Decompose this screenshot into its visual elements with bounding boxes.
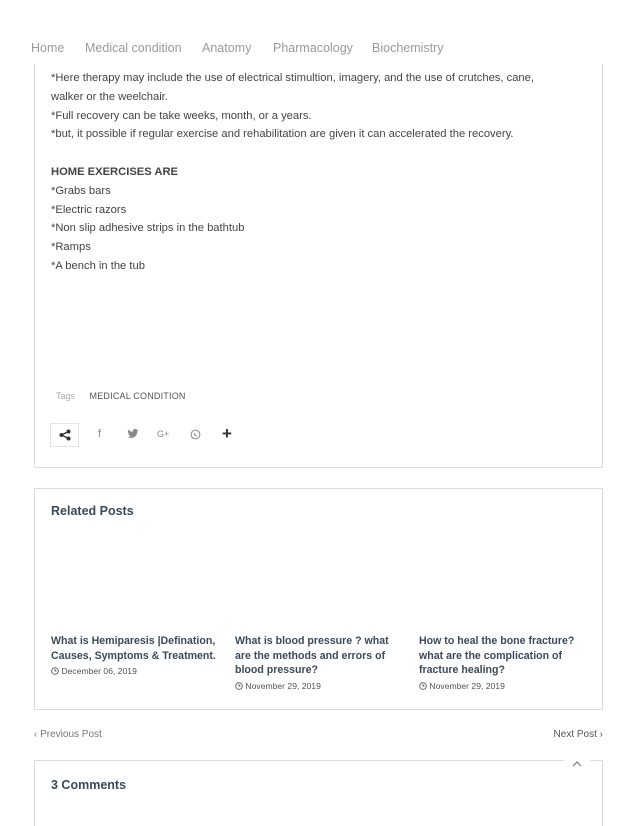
body-line: *Full recovery can be take weeks, month, or a years.: [51, 109, 312, 122]
comments-card: [34, 760, 603, 826]
body-line: walker or the weelchair.: [51, 90, 168, 103]
nav-anatomy[interactable]: Anatomy: [202, 41, 252, 55]
related-posts-card: [34, 488, 603, 710]
share-icon: [59, 429, 71, 441]
related-post[interactable]: [51, 634, 219, 676]
date-text: December 06, 2019: [61, 666, 137, 677]
google-plus-icon[interactable]: G+: [157, 429, 170, 439]
date-text: November 29, 2019: [245, 680, 321, 691]
previous-post-link[interactable]: [34, 729, 102, 740]
date-text: November 29, 2019: [429, 680, 505, 691]
post-tags: [56, 391, 186, 401]
related-post[interactable]: [419, 634, 587, 691]
previous-post-label: Previous Post: [40, 729, 102, 740]
nav-medical-condition[interactable]: Medical condition: [85, 41, 182, 55]
nav-pharmacology[interactable]: Pharmacology: [273, 41, 353, 55]
comments-title: 3 Comments: [51, 778, 127, 792]
clock-icon: [235, 682, 243, 690]
whatsapp-icon[interactable]: [190, 429, 201, 440]
post-content-card: [34, 52, 603, 468]
share-button[interactable]: [50, 423, 79, 447]
chevron-up-icon: [572, 760, 582, 767]
body-line: *Here therapy may include the use of electrical stimultion, imagery, and the use of crutches, cane,: [51, 72, 534, 84]
related-post-date: [419, 681, 587, 691]
home-exercises-heading: HOME EXERCISES ARE: [51, 165, 179, 178]
scroll-to-top-button[interactable]: [564, 752, 590, 776]
related-posts-title: Related Posts: [51, 504, 134, 518]
related-post[interactable]: [235, 634, 403, 691]
clock-icon: [419, 682, 427, 690]
next-post-label: Next Post: [553, 729, 597, 740]
more-share-icon[interactable]: +: [222, 424, 232, 443]
top-navigation: [0, 0, 638, 64]
chevron-right-icon: ›: [596, 729, 603, 740]
tag-medical-condition[interactable]: MEDICAL CONDITION: [89, 391, 186, 401]
home-exercise-item: *Electric razors: [51, 203, 127, 216]
post-body: [51, 69, 586, 276]
nav-home[interactable]: Home: [31, 41, 65, 55]
home-exercise-item: *Non slip adhesive strips in the bathtub: [51, 222, 245, 235]
nav-biochemistry[interactable]: Biochemistry: [372, 41, 444, 55]
related-post-date: [235, 681, 403, 691]
related-post-date: [51, 666, 219, 676]
home-exercise-item: *A bench in the tub: [51, 259, 145, 272]
facebook-icon[interactable]: f: [98, 428, 102, 440]
tags-label: Tags: [56, 391, 76, 401]
chevron-left-icon: ‹: [34, 729, 41, 740]
next-post-link[interactable]: [554, 729, 603, 740]
clock-icon: [51, 667, 59, 675]
related-post-title[interactable]: What is Hemiparesis |Defination, Causes, Symptoms & Treatment.: [51, 635, 216, 662]
related-post-title[interactable]: How to heal the bone fracture? what are the complication of fracture healing?: [419, 635, 575, 677]
home-exercise-item: *Ramps: [51, 241, 91, 254]
body-line: *but, it possible if regular exercise and rehabilitation are given it can accelerated the recovery.: [51, 128, 514, 141]
home-exercise-item: *Grabs bars: [51, 184, 111, 197]
twitter-icon[interactable]: [127, 429, 139, 439]
related-post-title[interactable]: What is blood pressure ? what are the methods and errors of blood pressure?: [235, 635, 389, 677]
